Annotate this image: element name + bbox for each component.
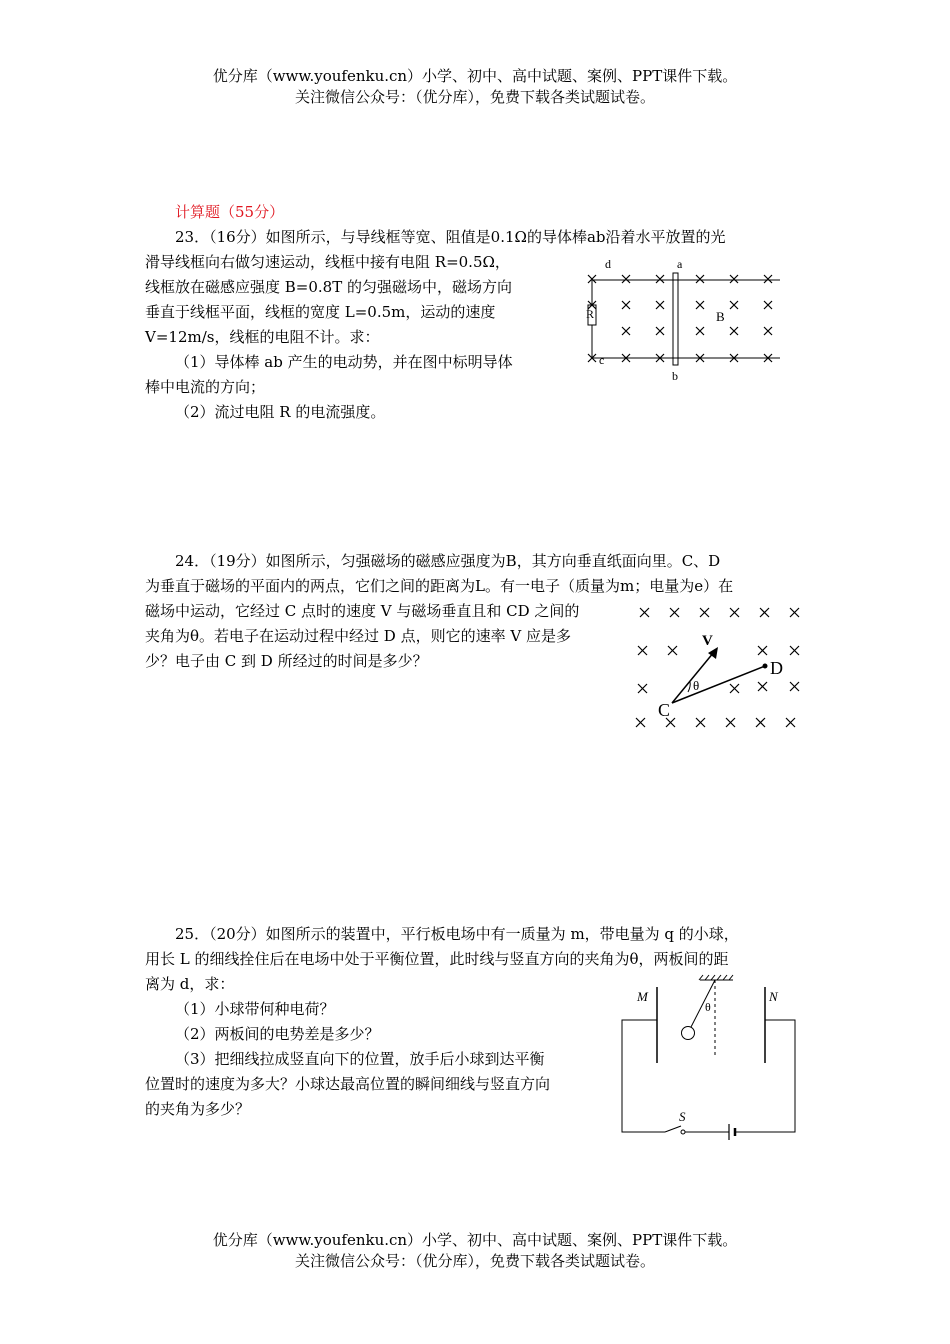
label-N: N bbox=[769, 989, 778, 1004]
q23-line-3: 线框放在磁感应强度 B=0.8T 的匀强磁场中，磁场方向 bbox=[145, 278, 512, 296]
label-a: a bbox=[677, 257, 683, 271]
q23-line-7: 棒中电流的方向； bbox=[145, 378, 266, 396]
rod-ab bbox=[673, 273, 678, 365]
q25-line-5: （2）两板间的电势差是多少？ bbox=[175, 1025, 380, 1043]
q25-line-6: （3）把细线拉成竖直向下的位置，放手后小球到达平衡 bbox=[175, 1050, 545, 1068]
label-D: D bbox=[770, 658, 783, 678]
label-c: c bbox=[599, 353, 605, 367]
segment-CD bbox=[672, 666, 765, 703]
q24-line-2: 为垂直于磁场的平面内的两点，它们之间的距离为L。有一电子（质量为m；电量为e）在 bbox=[145, 577, 734, 595]
label-C: C bbox=[658, 700, 671, 720]
q23-line-8: （2）流过电阻 R 的电流强度。 bbox=[175, 403, 386, 421]
q23-figure bbox=[580, 255, 790, 385]
q25-line-7: 位置时的速度为多大？小球达最高位置的瞬间细线与竖直方向 bbox=[145, 1075, 551, 1093]
charged-ball bbox=[682, 1027, 695, 1040]
q25-line-1: 25．（20分）如图所示的装置中，平行板电场中有一质量为 m，带电量为 q 的小球， bbox=[175, 925, 739, 943]
q24-line-4: 夹角为θ。若电子在运动过程中经过 D 点，则它的速率 V 应是多 bbox=[145, 627, 571, 645]
q24-line-1: 24．（19分）如图所示，匀强磁场的磁感应强度为B，其方向垂直纸面向里。C、D bbox=[175, 552, 721, 570]
switch-S bbox=[665, 1126, 681, 1132]
header-line-1: 优分库（www.youfenku.cn）小学、初中、高中试题、案例、PPT课件下载。 bbox=[212, 67, 738, 85]
q25-line-8: 的夹角为多少？ bbox=[145, 1100, 251, 1118]
q24-figure bbox=[630, 600, 810, 735]
label-theta: θ bbox=[693, 678, 700, 693]
label-theta: θ bbox=[705, 1000, 711, 1014]
point-D bbox=[763, 664, 768, 669]
label-M: M bbox=[637, 989, 648, 1004]
label-R: R bbox=[586, 307, 595, 321]
thread bbox=[691, 980, 715, 1027]
q23-line-1: 23．（16分）如图所示，与导线框等宽、阻值是0.1Ω的导体棒ab沿着水平放置的光 bbox=[175, 228, 726, 246]
label-b: b bbox=[672, 369, 678, 383]
q23-line-4: 垂直于线框平面，线框的宽度 L=0.5m，运动的速度 bbox=[145, 303, 496, 321]
label-S: S bbox=[679, 1109, 686, 1124]
q23-line-2: 滑导线框向右做匀速运动，线框中接有电阻 R=0.5Ω， bbox=[145, 253, 510, 271]
footer-line-1: 优分库（www.youfenku.cn）小学、初中、高中试题、案例、PPT课件下载。 bbox=[212, 1231, 738, 1249]
q24-line-3: 磁场中运动，它经过 C 点时的速度 V 与磁场垂直且和 CD 之间的 bbox=[145, 602, 580, 620]
q24-line-5: 少？电子由 C 到 D 所经过的时间是多少？ bbox=[145, 652, 428, 670]
q25-line-3: 离为 d，求： bbox=[145, 975, 235, 993]
q25-line-4: （1）小球带何种电荷？ bbox=[175, 1000, 335, 1018]
magnetic-field-crosses bbox=[588, 275, 772, 362]
label-B: B bbox=[716, 309, 725, 324]
label-V: V bbox=[702, 633, 713, 649]
section-title: 计算题（55分） bbox=[175, 203, 285, 221]
label-d: d bbox=[605, 257, 611, 271]
q23-line-6: （1）导体棒 ab 产生的电动势，并在图中标明导体 bbox=[175, 353, 513, 371]
q23-line-5: V=12m/s，线框的电阻不计。求： bbox=[145, 328, 380, 346]
footer-line-2: 关注微信公众号：（优分库），免费下载各类试题试卷。 bbox=[294, 1252, 655, 1270]
q25-line-2: 用长 L 的细线拴住后在电场中处于平衡位置，此时线与竖直方向的夹角为θ，两板间的距 bbox=[145, 950, 729, 968]
header-line-2: 关注微信公众号：（优分库），免费下载各类试题试卷。 bbox=[294, 88, 655, 106]
q25-figure bbox=[615, 975, 805, 1140]
